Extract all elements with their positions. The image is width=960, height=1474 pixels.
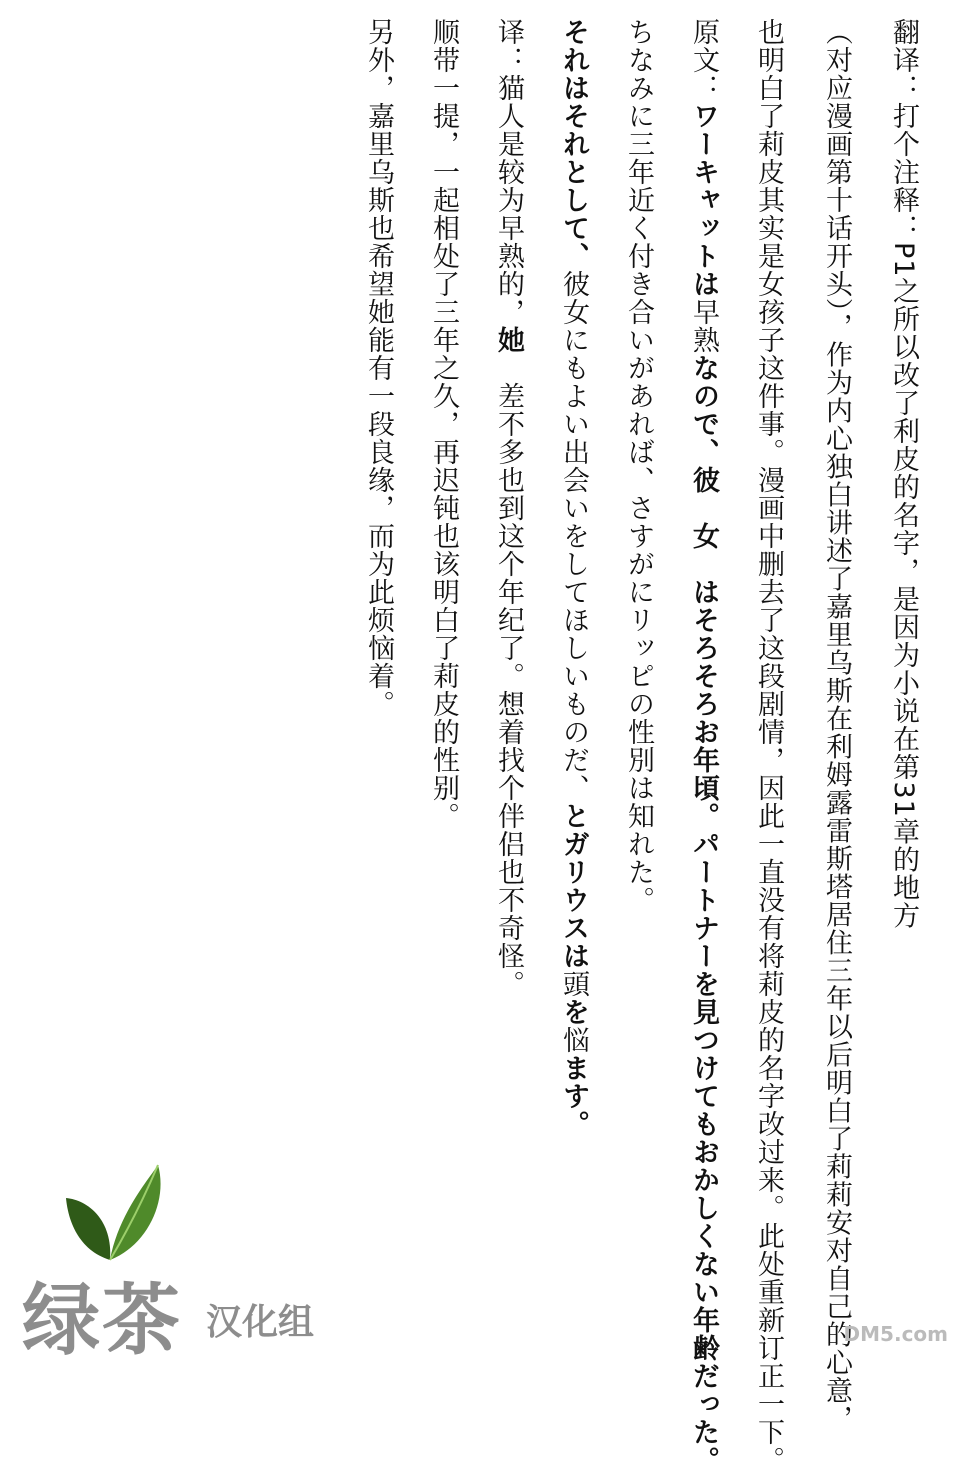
text-segment: 差不多也到这个年纪了。想着找个伴侣也不奇怪。 <box>493 382 524 998</box>
text-segment: ワーキャットは <box>688 102 719 298</box>
text-segment: 頭 <box>558 970 589 998</box>
text-column-4 <box>685 18 721 1474</box>
text-segment: 她 <box>493 326 524 354</box>
text-segment <box>688 494 719 522</box>
text-segment: ちなみに三年近く付き合いがあれば、さすがにリッピの性別は知れた。 <box>623 18 654 914</box>
text-segment: 也明白了莉皮其实是女孩子这件事。漫画中删去了这段剧情，因此一直没有将莉皮的名字改过来。此处重新订正一下。 <box>753 18 784 1474</box>
text-segment: それはそれとして、 <box>558 18 589 270</box>
watermark: DM5.com <box>843 1322 948 1346</box>
text-segment: 女 <box>688 522 719 550</box>
text-column-7 <box>490 18 526 998</box>
text-segment: を <box>558 998 589 1026</box>
text-column-8 <box>425 18 461 830</box>
text-segment <box>493 354 524 382</box>
text-segment: 早熟 <box>688 298 719 354</box>
text-segment: 原文： <box>688 18 719 102</box>
text-segment <box>688 550 719 578</box>
text-segment: 彼 <box>688 466 719 494</box>
text-segment: 译：猫人是较为早熟的， <box>493 18 524 326</box>
text-column-2 <box>818 18 854 1433</box>
text-segment: はそろそろお年頃。パートナーを見つけてもおかしくない年齢だった。 <box>688 578 719 1474</box>
logo-sub-text: 汉化组 <box>206 1302 315 1343</box>
text-column-3 <box>750 18 786 1474</box>
text-segment: なので、 <box>688 354 719 466</box>
text-column-6 <box>555 18 591 1138</box>
text-column-5 <box>620 18 656 914</box>
text-segment: とガリウスは <box>558 802 589 970</box>
text-segment: 彼女にもよい出会いをしてほしいものだ、 <box>558 270 589 802</box>
text-column-9 <box>360 18 396 718</box>
text-column-1 <box>885 18 921 930</box>
logo-main-text: 绿茶 <box>22 1276 183 1366</box>
text-segment: 翻译：打个注释：P1之所以改了利皮的名字，是因为小说在第31章的地方 <box>888 18 919 930</box>
text-segment: ます。 <box>558 1054 589 1138</box>
text-segment: 顺带一提，一起相处了三年之久，再迟钝也该明白了莉皮的性别。 <box>428 18 459 830</box>
text-segment: （对应漫画第十话开头），作为内心独白讲述了嘉里乌斯在利姆露雷斯塔居住三年以后明白了莉莉安对自己的心意， <box>821 18 852 1433</box>
text-segment: 悩 <box>558 1026 589 1054</box>
text-segment: 另外，嘉里乌斯也希望她能有一段良缘，而为此烦恼着。 <box>363 18 394 718</box>
